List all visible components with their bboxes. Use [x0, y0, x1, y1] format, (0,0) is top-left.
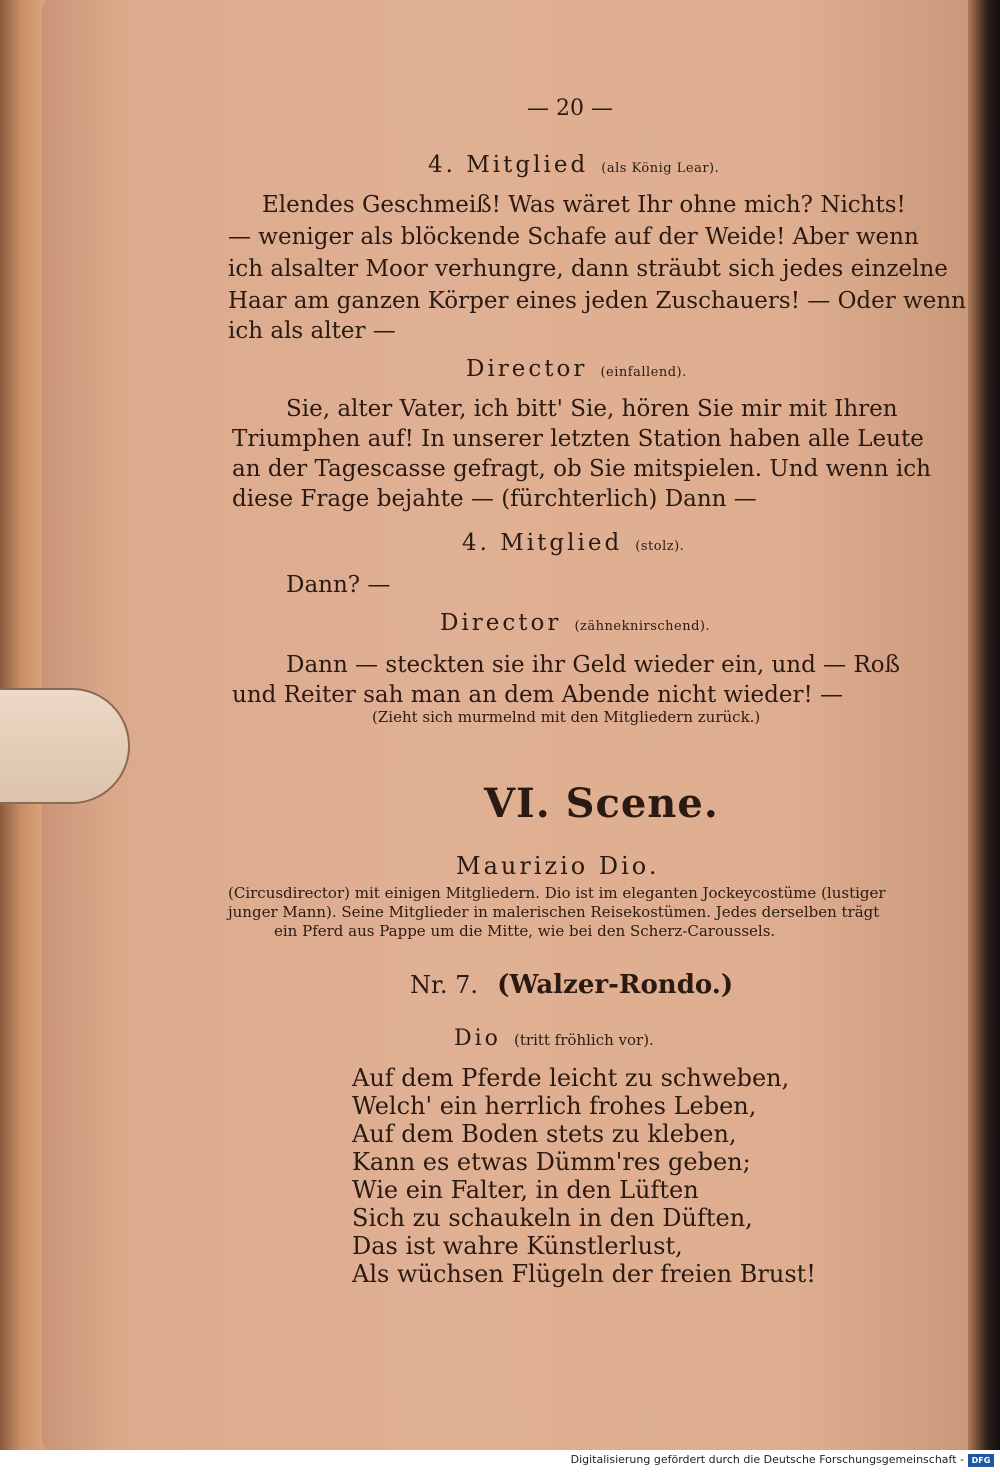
text-line: diese Frage bejahte — (fürchterlich) Dann — [232, 486, 757, 512]
speaker-direction: (zähneknirschend). [574, 619, 711, 634]
speaker-heading [440, 610, 710, 636]
speaker-heading [462, 530, 684, 556]
speaker-name: 4. Mitglied [462, 530, 623, 556]
text-line: ich als alter — [228, 318, 396, 344]
page-number: — 20 — [527, 96, 613, 121]
song-speaker-heading [454, 1026, 654, 1051]
musical-number-heading [410, 970, 733, 1000]
song-direction: (tritt fröhlich vor). [514, 1031, 654, 1049]
dfg-logo: DFG [968, 1454, 994, 1467]
number-subtitle: (Walzer-Rondo.) [497, 970, 734, 1000]
text-line: Elendes Geschmeiß! Was wäret Ihr ohne mich? Nichts! [262, 192, 906, 218]
speaker-name: Director [466, 356, 588, 382]
verse-line: Auf dem Boden stets zu kleben, [352, 1120, 737, 1148]
text-line: Dann? — [286, 572, 391, 598]
verse-line: Wie ein Falter, in den Lüften [352, 1176, 699, 1204]
speaker-name: Director [440, 610, 562, 636]
speaker-direction: (als König Lear). [601, 161, 720, 176]
text-line: und Reiter sah man an dem Abende nicht wieder! — [232, 682, 844, 708]
speaker-heading [428, 152, 719, 178]
verse-line: Das ist wahre Künstlerlust, [352, 1232, 683, 1260]
description-line: ein Pferd aus Pappe um die Mitte, wie bei den Scherz-Caroussels. [274, 922, 776, 940]
speaker-name: 4. Mitglied [428, 152, 589, 178]
text-line: an der Tagescasse gefragt, ob Sie mitspielen. Und wenn ich [232, 456, 931, 482]
speaker-direction: (einfallend). [600, 365, 687, 380]
number-title: Nr. 7. [410, 971, 478, 999]
character-heading: Maurizio Dio. [456, 852, 660, 880]
text-line: Haar am ganzen Körper eines jeden Zuschauers! — Oder wenn [228, 288, 966, 314]
footer-credit: Digitalisierung gefördert durch die Deutsche Forschungsgemeinschaft - [570, 1453, 964, 1466]
description-line: (Circusdirector) mit einigen Mitgliedern. Dio ist im eleganten Jockeycostüme (lustiger [228, 884, 886, 902]
speaker-direction: (stolz). [635, 539, 685, 554]
text-line: Sie, alter Vater, ich bitt' Sie, hören Sie mir mit Ihren [286, 396, 898, 422]
song-speaker: Dio [454, 1026, 501, 1051]
speaker-heading [466, 356, 687, 382]
verse-line: Kann es etwas Dümm'res geben; [352, 1148, 751, 1176]
verse-line: Welch' ein herrlich frohes Leben, [352, 1092, 757, 1120]
text-line: — weniger als blöckende Schafe auf der Weide! Aber wenn [228, 224, 919, 250]
verse-line: Auf dem Pferde leicht zu schweben, [352, 1064, 790, 1092]
scene-title: VI. Scene. [484, 780, 719, 827]
verse-line: Sich zu schaukeln in den Düften, [352, 1204, 753, 1232]
verse-line: Als wüchsen Flügeln der freien Brust! [352, 1260, 816, 1288]
text-line: ich alsalter Moor verhungre, dann sträubt sich jedes einzelne [228, 256, 948, 282]
text-line: Triumphen auf! In unserer letzten Station haben alle Leute [232, 426, 924, 452]
stage-direction: (Zieht sich murmelnd mit den Mitgliedern zurück.) [372, 708, 761, 726]
text-line: Dann — steckten sie ihr Geld wieder ein, und — Roß [286, 652, 900, 678]
description-line: junger Mann). Seine Mitglieder in malerischen Reisekostümen. Jedes derselben trägt [228, 903, 880, 921]
